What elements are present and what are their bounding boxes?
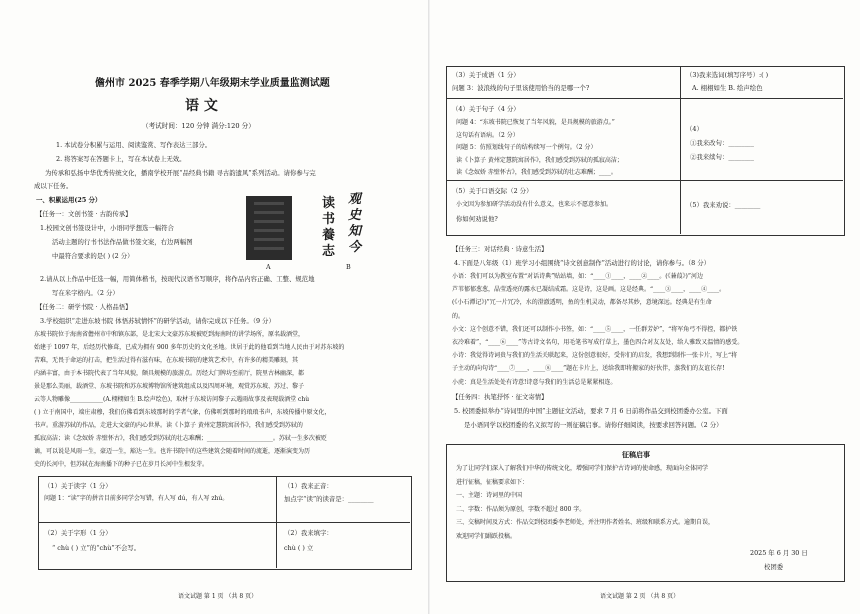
note-1: 1. 本试卷分积累与运用、阅读鉴赏、写作表达三部分。 bbox=[56, 141, 212, 149]
grid-cell-1-head: （1）关于读字（1 分） bbox=[44, 482, 112, 490]
passage-line: 谪，可以说是风雨一生，豪迈一生，豁达一生。也许书院中的这些建筑会随着时间的流逝，逐渐演变为历 bbox=[34, 448, 311, 455]
exam-page-2 bbox=[430, 0, 860, 614]
grid2-r3-left-line-2: 你如何劝说他? bbox=[456, 215, 498, 223]
grid-cell-2-head: （1）我来正音： bbox=[284, 482, 333, 490]
grid2-r2-left-line: 问题 5：仿照划线句子的结构续写一个例句。（2 分） bbox=[456, 144, 597, 151]
rewrite-sentence-field[interactable]: ①我来改句：________ bbox=[690, 139, 754, 147]
passage-line: 书声。重游苏轼的作品，走进大文豪的内心世界。读《卜算子 黄州定慧院寓居作》，我们感受到苏轼的 bbox=[34, 422, 303, 429]
q4-line: 的。 bbox=[452, 312, 465, 320]
notice-date: 2025 年 6 月 30 日 bbox=[750, 549, 808, 557]
q4-line: 衣冷难着”，“____⑥____”等古诗文名句，用毛笔书写成行草上，墨色四合对友友处，给人雅致又温情的感受。 bbox=[452, 339, 744, 346]
notice-signature: 校团委 bbox=[764, 563, 784, 571]
calligraphy-label-b: B bbox=[346, 263, 351, 271]
q4-line: 芦苇郁郁葱葱，晶莹透亮的露水已凝结成霜。这是诗，这是画。这是经典。“____③____，____④____。 bbox=[452, 286, 726, 294]
notice-line: 欢迎同学们踊跃投稿。 bbox=[456, 532, 517, 540]
grid2-r1-left-body: 问题 3：波浪线的句子里该使用恰当的是哪一个? bbox=[452, 84, 590, 92]
q4-line: 小文：这个创意不错，我们还可以制作小书签，如：“____⑤____，一任群芳妒”，“将军角弓不得控，都护铁 bbox=[452, 325, 738, 333]
passage-line: 孤寂高洁；读《念奴娇 赤壁怀古》，我们感受到苏轼的壮志难酬；______________________。苏轼一生多次被贬 bbox=[34, 435, 327, 442]
notice-line: 为了让同学们深入了解我们中华的传统文化，增强同学们保护古诗词的使命感，现面向全体同学 bbox=[456, 465, 709, 472]
note-2: 2. 将答案写在答题卡上，写在本试卷上无效。 bbox=[56, 155, 186, 163]
q1-line-3: 中最符合要求的是( ) (2 分） bbox=[52, 252, 134, 260]
calligraphy-image-b bbox=[318, 192, 390, 268]
passage-line: 内涵丰富，由于本书院代表了当年风貌，颇具规模的旅游点。历经大门牌坊至前厅，院里古林幽深，都 bbox=[34, 370, 305, 377]
q4-heading: 4.下面是八年级（1）班学习小组围绕“诗文创意制作”活动进行的讨论，请你参与。（8 分） bbox=[454, 259, 711, 267]
calligraphy-b-column-1: 读书養志 bbox=[322, 196, 336, 259]
q5-line-1: 5. 校团委拟举办“诗词里的中国”主题征文活动，要求 7 月 6 日前将作品交到校团委办公室。下面 bbox=[454, 407, 728, 415]
q4-line: 小虎：真是生活处处有诗意!诗意与我们的生活总是紧紧相连。 bbox=[452, 378, 617, 386]
grid2-r2-left-line: 这句话有语病。（2 分） bbox=[456, 131, 519, 139]
q2-line-1: 2.请从以上作品中任选一幅，用简体楷书，按现代汉语书写顺序，将作品内容正确、工整、规范地 bbox=[40, 275, 315, 283]
q2-line-2: 写在米字格内。（2 分） bbox=[52, 289, 119, 297]
notice-line: 二、字数：作品须为原创，字数不超过 800 字。 bbox=[456, 505, 586, 513]
task-4-heading: 【任务四：执笔抒怀 · 征文寄情】 bbox=[452, 393, 548, 401]
grid2-r1-right-body: A. 栩栩如生 B. 绘声绘色 bbox=[692, 84, 763, 92]
q4-line: 小语：我们可以为教室布置“对话诗典”贴站墙，如：“____①____，____②____。(《蒹葭》)”河边 bbox=[452, 273, 703, 280]
q3-heading: 3.学校组织“走进东坡书院 体悟苏轼情怀”的研学活动，请你完成以下任务。（9 分） bbox=[40, 317, 275, 325]
task-2-heading: 【任务二：研学书院 · 人格品悟】 bbox=[36, 303, 132, 311]
grid-cell-3-head: （2）关于字形（1 分） bbox=[44, 529, 112, 537]
passage-line: 东坡书院位于海南省儋州市中和镇东部，是北宋大文豪苏东坡被贬到海南时的讲学场所，原名载酒堂， bbox=[34, 331, 305, 338]
grid-cell-3-body: “ chù ( ) 立”的“chù”不会写。 bbox=[52, 544, 141, 552]
task-1-heading: 【任务一：文创书签 · 古韵传承】 bbox=[36, 210, 132, 218]
exam-title: 儋州市 2025 春季学期八年级期末学业质量监测试题 bbox=[95, 78, 330, 89]
q1-line-1: 1.校园文创书签设计中，小语同学想选一幅符合 bbox=[40, 224, 174, 232]
grid2-r2-left-head: （4）关于句子（4 分） bbox=[452, 105, 520, 113]
passage-line: 苦难，无畏于命运的打击，把生活过得有滋有味，在东坡书院的建筑艺术中，有许多的精美雕刻，其 bbox=[34, 357, 299, 364]
calligraphy-label-a: A bbox=[266, 263, 271, 271]
grid-cell-4-head: （2）我来填字： bbox=[284, 529, 333, 537]
q4-line: 小诗：我觉得诗词贵与我们的生活关联起来，这份创意很好，受你们的启发，我想到制作一张卡片，写上“将 bbox=[452, 352, 738, 360]
grid2-r2-left-line: 问题 4：“东坡书院已恢复了当年风貌，是具规模的旅游点。” bbox=[456, 119, 615, 126]
grid2-r1-right-head: （3)我来选词(填写序号）:( ) bbox=[686, 71, 769, 79]
grid2-r3-left-head: （5）关于口语交际（2 分） bbox=[452, 187, 533, 195]
passage-line: 史的长河中，但苏轼在海南播下的种子已在岁月长河中生根发芽。 bbox=[34, 461, 209, 468]
q4-line: 子主动的向句诗“____⑦____，____⑧____”题在卡片上，送给我即将搬家的好伙伴，蒸我们的友谊长存! bbox=[452, 365, 725, 373]
notice-line: 一、主题：诗词里的中国 bbox=[456, 492, 523, 499]
page-1-footer: 语文试题 第 1 页 （共 8 页） bbox=[178, 593, 258, 600]
q4-line: (《小石潭记》)”冗一片冗冷，水的澄澈透明，鱼的生机灵动，都备尽其妙，意境深远。经典是有生命 bbox=[452, 299, 712, 307]
q1-line-2: 活动主题的行书书法作品做书签文案，右边两幅图 bbox=[52, 238, 193, 246]
passage-line: 始建于 1097 年，后经历代修葺，已成为拥有 900 多年历史的文化圣地。世居于此的他看到当地人民由于对苏东坡的 bbox=[34, 344, 345, 351]
continue-sentence-field[interactable]: ②我来续句：________ bbox=[690, 153, 754, 161]
grid2-r1-left-head: （3）关于成语（1 分） bbox=[452, 71, 520, 79]
exam-info: （考试时间：120 分钟 满分:120 分） bbox=[142, 122, 255, 130]
grid-cell-2-body: 加点字“读”的读音是：________ bbox=[284, 495, 374, 503]
notice-title: 征稿启事 bbox=[622, 450, 650, 459]
calligraphy-image-a bbox=[246, 196, 292, 260]
intro-line-2: 成以下任务。 bbox=[34, 182, 73, 190]
notice-line: 进行征稿，征稿要求如下： bbox=[456, 478, 529, 486]
passage-line: ( ) 立于南国中，端庄肃穆，我们仿佛看到东坡那时的学者气象，仿佛听到那时的琅琅书声，东坡传播中原文化， bbox=[34, 409, 331, 416]
page-2-footer: 语文试题 第 2 页 （共 8 页） bbox=[600, 593, 680, 600]
grid2-r2-left-line: 读《卜算子 黄州定慧院寓居作》，我们感受到苏轼的孤寂高洁； bbox=[456, 156, 623, 164]
subject-title: 语 文 bbox=[185, 98, 218, 114]
grid2-r3-left-line-1: 小文因为参加研学活动没有什么意义，也来示不愿意参加。 bbox=[456, 201, 613, 208]
grid2-r2-left-line: 读《念奴娇 赤壁怀古》，我们感受到苏轼的壮志难酬；____。 bbox=[456, 169, 617, 176]
passage-line: 云等人物雕像___________(A.栩栩如生 B.绘声绘色)，取材于东坡访问黎子云遇雨故事及表现载酒堂 chù bbox=[34, 396, 310, 403]
task-3-heading: 【任务三：对话经典 · 诗意生活】 bbox=[452, 245, 548, 253]
passage-line: 景是那么美丽，载酒堂、东坡书院和苏东坡博物馆所建筑组成以及四周环境，观赏苏东坡、苏过、黎子 bbox=[34, 383, 305, 390]
section-1-heading: 一、积累运用(25 分） bbox=[36, 196, 102, 204]
calligraphy-b-column-2: 观史知今 bbox=[348, 192, 362, 255]
intro-line-1: 为传承和弘扬中华优秀传统文化，播南学校开展“品经典书籍 寻古韵遗风”系列活动。请你参与完 bbox=[45, 169, 316, 177]
grid2-r2-right-head: （4） bbox=[686, 125, 703, 133]
grid-cell-1-body: 问题 1：“读”字的拼音目前多同学会写错，有人写 dú，有人写 zhú。 bbox=[44, 495, 229, 502]
persuade-field[interactable]: （5）我来劝说：________ bbox=[686, 201, 761, 209]
notice-line: 三、交稿时间及方式：作品交到校团委李老师处，并注明作者姓名、班级和联系方式。逾期自误， bbox=[456, 519, 715, 526]
q5-line-2: 是小语同学以校团委的名义拟写的一则征稿启事。请你仔细阅读，按要求回答问题。（2 分） bbox=[464, 421, 723, 429]
grid-cell-4-body: chù ( ) 立 bbox=[284, 544, 314, 552]
